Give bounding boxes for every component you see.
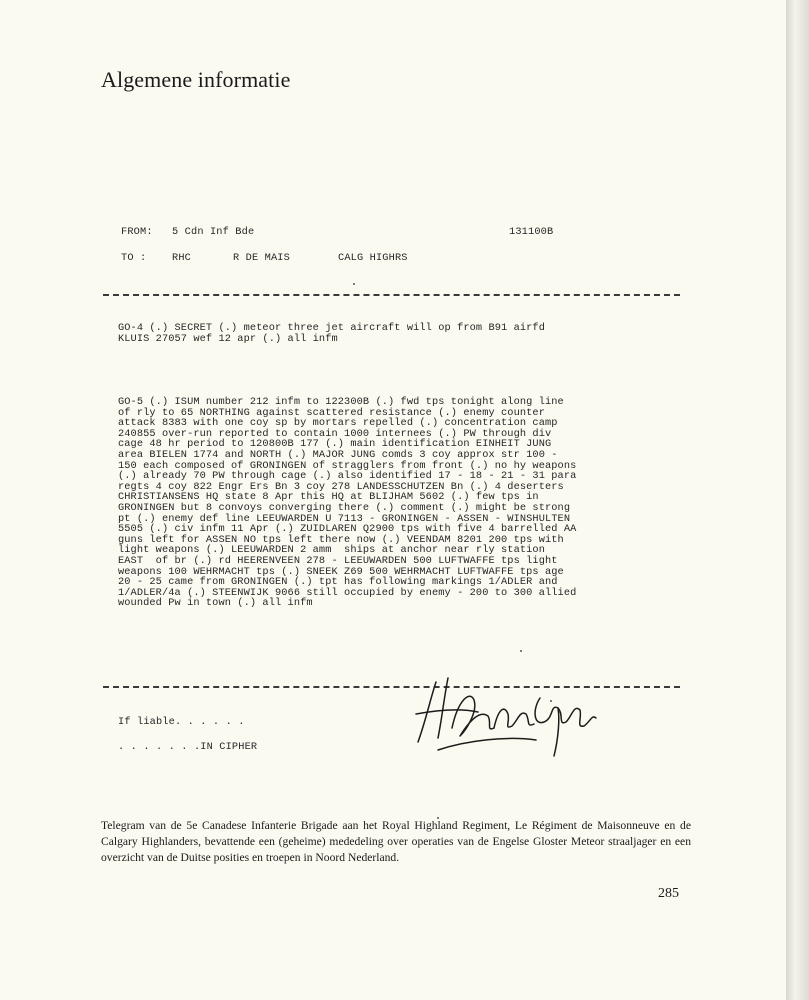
- message-line: wounded Pw in town (.) all infm: [118, 597, 313, 610]
- message-line: 5505 (.) civ infm 11 Apr (.) ZUIDLAREN Q2900 tps with five 4 barrelled AA: [118, 523, 577, 536]
- message-line: regts 4 coy 822 Engr Ers Bn 3 coy 278 LANDESSCHUTZEN Bn (.) 4 deserters: [118, 480, 564, 493]
- page-number: 285: [658, 886, 679, 901]
- to-recipient-3: CALG HIGHRS: [338, 252, 408, 264]
- message-line: light weapons (.) LEEUWARDEN 2 amm ships at anchor near rly station: [118, 544, 545, 557]
- message-line: 1/ADLER/4a (.) STEENWIJK 9066 still occupied by enemy - 200 to 300 allied: [118, 586, 577, 599]
- message-line: 240855 over-run reported to contain 1000 internees (.) PW through div: [118, 427, 552, 440]
- message-line: EAST of br (.) rd HEERENVEEN 278 - LEEUWARDEN 500 LUFTWAFFE tps light: [118, 554, 558, 567]
- message-line: (.) already 70 PW through cage (.) also identified 17 - 18 - 21 - 31 para: [118, 470, 577, 483]
- speck: [550, 700, 552, 702]
- message-line: GO-4 (.) SECRET (.) meteor three jet aircraft will op from B91 airfd: [118, 322, 545, 334]
- message-line: pt (.) enemy def line LEEUWARDEN U 7113 - GRONINGEN - ASSEN - WINSHULTEN: [118, 512, 571, 525]
- to-recipient-1: RHC: [172, 252, 191, 264]
- speck: [353, 283, 355, 285]
- message-line: KLUIS 27057 wef 12 apr (.) all infm: [118, 332, 338, 345]
- message-line: 20 - 25 came from GRONINGEN (.) tpt has following markings 1/ADLER and: [118, 576, 558, 589]
- message-line: weapons 100 WEHRMACHT tps (.) SNEEK Z69 500 WEHRMACHT LUFTWAFFE tps age: [118, 565, 564, 578]
- message-line: GO-5 (.) ISUM number 212 infm to 122300B (.) fwd tps tonight along line: [118, 396, 564, 408]
- from-label: FROM:: [121, 226, 153, 238]
- message-line: of rly to 65 NORTHING against scattered resistance (.) enemy counter: [118, 406, 545, 419]
- message-line: CHRISTIANSENS HQ state 8 Apr this HQ at BLIJHAM 5602 (.) few tps in: [118, 491, 539, 504]
- page-edge: [786, 0, 809, 1000]
- message-go5: [118, 397, 678, 609]
- message-line: GRONINGEN but 8 convoys converging there (.) comment (.) might be strong: [118, 501, 571, 514]
- in-cipher-line: . . . . . . .IN CIPHER: [118, 741, 258, 753]
- caption: Telegram van de 5e Canadese Infanterie Brigade aan het Royal Highland Regiment, Le Régiment de Maisonneuve en de Calgary Highlanders, bevattende een (geheime) mededeling over operaties van de Engelse Gloster Meteor straaljager en een overzicht van de Duitse posities en troepen in Noord Nederland.: [101, 819, 691, 864]
- message-go4: [118, 323, 678, 344]
- message-line: cage 48 hr period to 120800B 177 (.) main identification EINHEIT JUNG: [118, 438, 552, 451]
- message-line: area BIELEN 1774 and NORTH (.) MAJOR JUNG comds 3 coy approx str 100 -: [118, 448, 558, 461]
- page-title: Algemene informatie: [101, 67, 291, 92]
- date-time-group: 131100B: [509, 226, 554, 238]
- message-line: 150 each composed of GRONINGEN of stragglers from front (.) no hy weapons: [118, 459, 577, 472]
- speck: [437, 817, 439, 819]
- message-line: guns left for ASSEN NO tps left there now (.) VEENDAM 8201 200 tps with: [118, 533, 564, 546]
- handwritten-signature: [408, 670, 603, 765]
- speck: [520, 650, 522, 652]
- from-value: 5 Cdn Inf Bde: [172, 226, 255, 238]
- message-line: attack 8383 with one coy sp by mortars repelled (.) concentration camp: [118, 417, 558, 430]
- to-recipient-2: R DE MAIS: [233, 252, 290, 264]
- divider-top: [103, 294, 680, 296]
- to-label: TO :: [121, 252, 147, 264]
- if-liable-line: If liable. . . . . .: [118, 716, 245, 728]
